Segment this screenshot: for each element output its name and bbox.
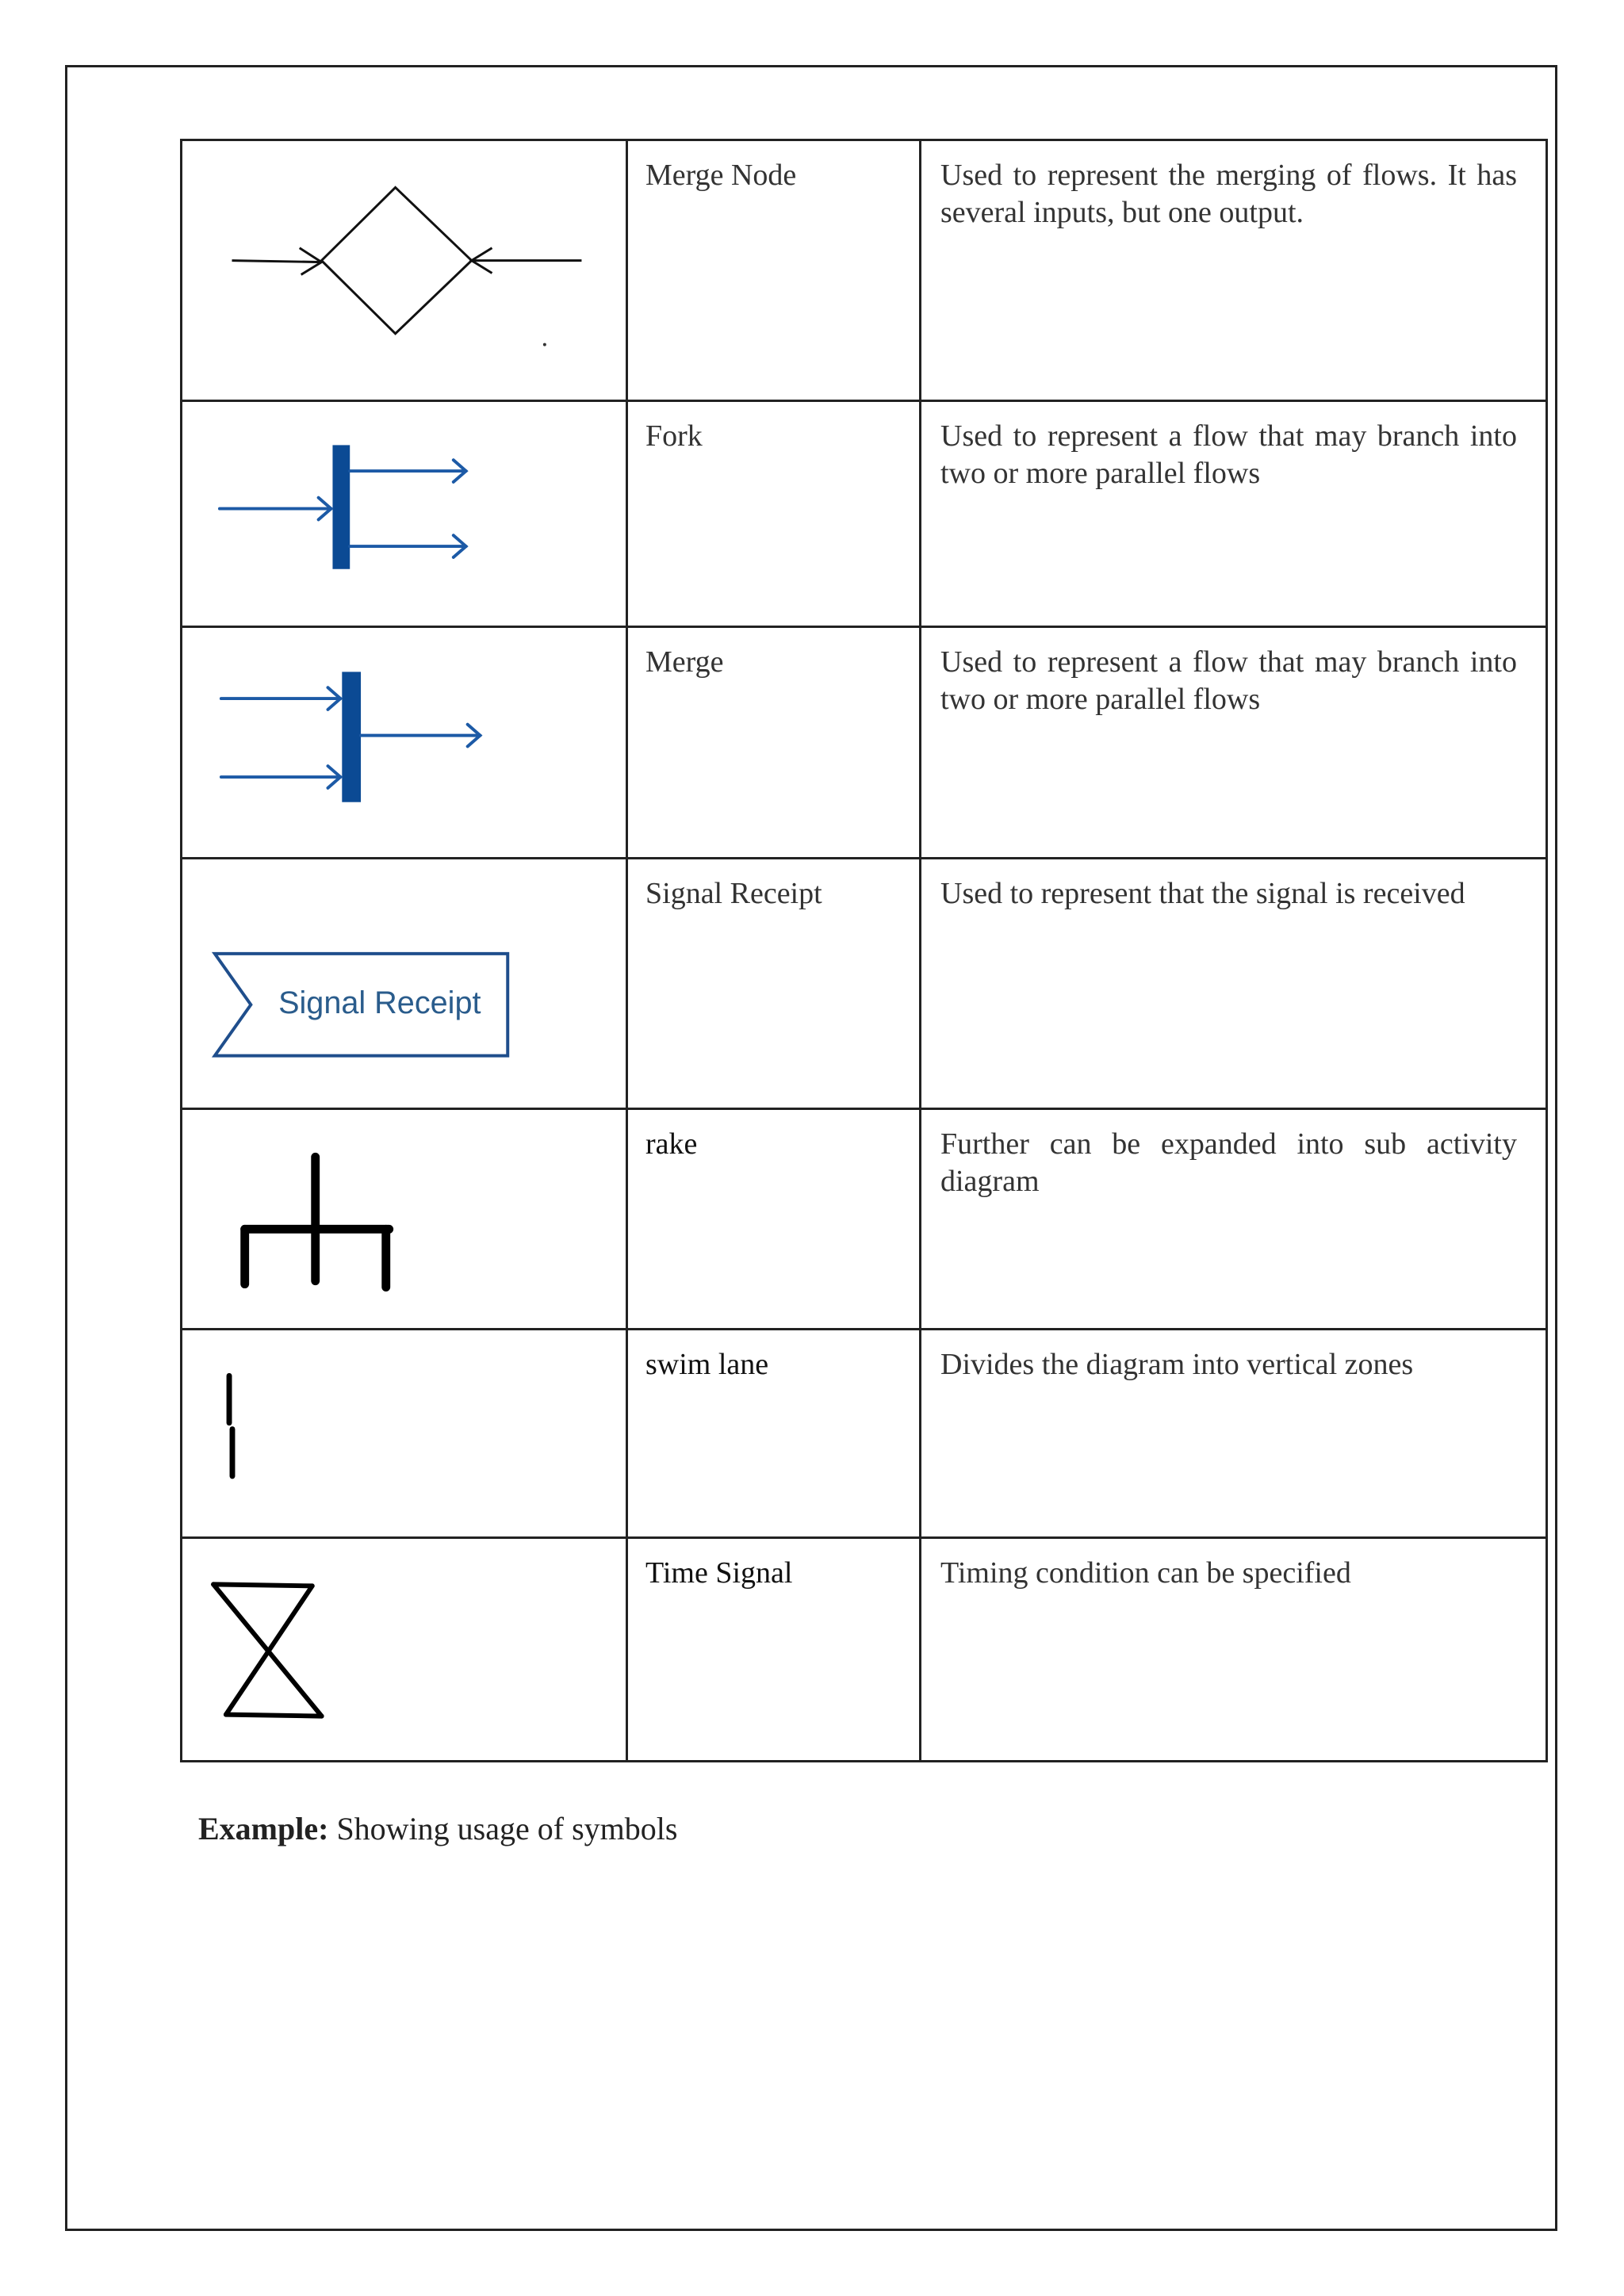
symbol-description: Divides the diagram into vertical zones [921,1330,1547,1538]
symbol-cell [182,859,627,1109]
symbol-name: Fork [627,401,921,627]
table-row [182,1538,1547,1762]
signal-receipt-icon [182,859,626,1108]
fork-bar-icon [182,402,626,626]
symbol-cell [182,140,627,401]
merge-node-diamond-icon [182,141,626,400]
symbol-description: Timing condition can be specified [921,1538,1547,1762]
example-caption [198,1809,677,1849]
signal-receipt-symbol-label: Signal Receipt [278,985,481,1021]
symbol-cell [182,401,627,627]
symbol-description: Used to represent that the signal is received [921,859,1547,1109]
symbol-description: Used to represent a flow that may branch into two or more parallel flows [921,627,1547,859]
symbol-description: Used to represent the merging of flows. It has several inputs, but one output. [921,140,1547,401]
rake-icon [182,1110,626,1328]
symbol-name: Time Signal [627,1538,921,1762]
symbol-cell [182,1109,627,1330]
symbol-name: swim lane [627,1330,921,1538]
hourglass-time-signal-icon [182,1539,626,1760]
symbols-table [180,139,1548,1762]
table-row [182,140,1547,401]
merge-bar-icon [182,628,626,857]
symbol-name: Merge Node [627,140,921,401]
symbol-description: Used to represent a flow that may branch into two or more parallel flows [921,401,1547,627]
symbol-name: Signal Receipt [627,859,921,1109]
example-text: Showing usage of symbols [328,1811,678,1846]
symbol-name: rake [627,1109,921,1330]
swim-lane-icon [182,1330,626,1536]
table-row [182,627,1547,859]
table-row [182,859,1547,1109]
example-label: Example: [198,1811,329,1846]
symbol-name: Merge [627,627,921,859]
symbol-cell [182,1330,627,1538]
symbol-cell [182,1538,627,1762]
table-row [182,1330,1547,1538]
symbol-cell [182,627,627,859]
table-row [182,401,1547,627]
symbol-description: Further can be expanded into sub activity diagram [921,1109,1547,1330]
table-row [182,1109,1547,1330]
